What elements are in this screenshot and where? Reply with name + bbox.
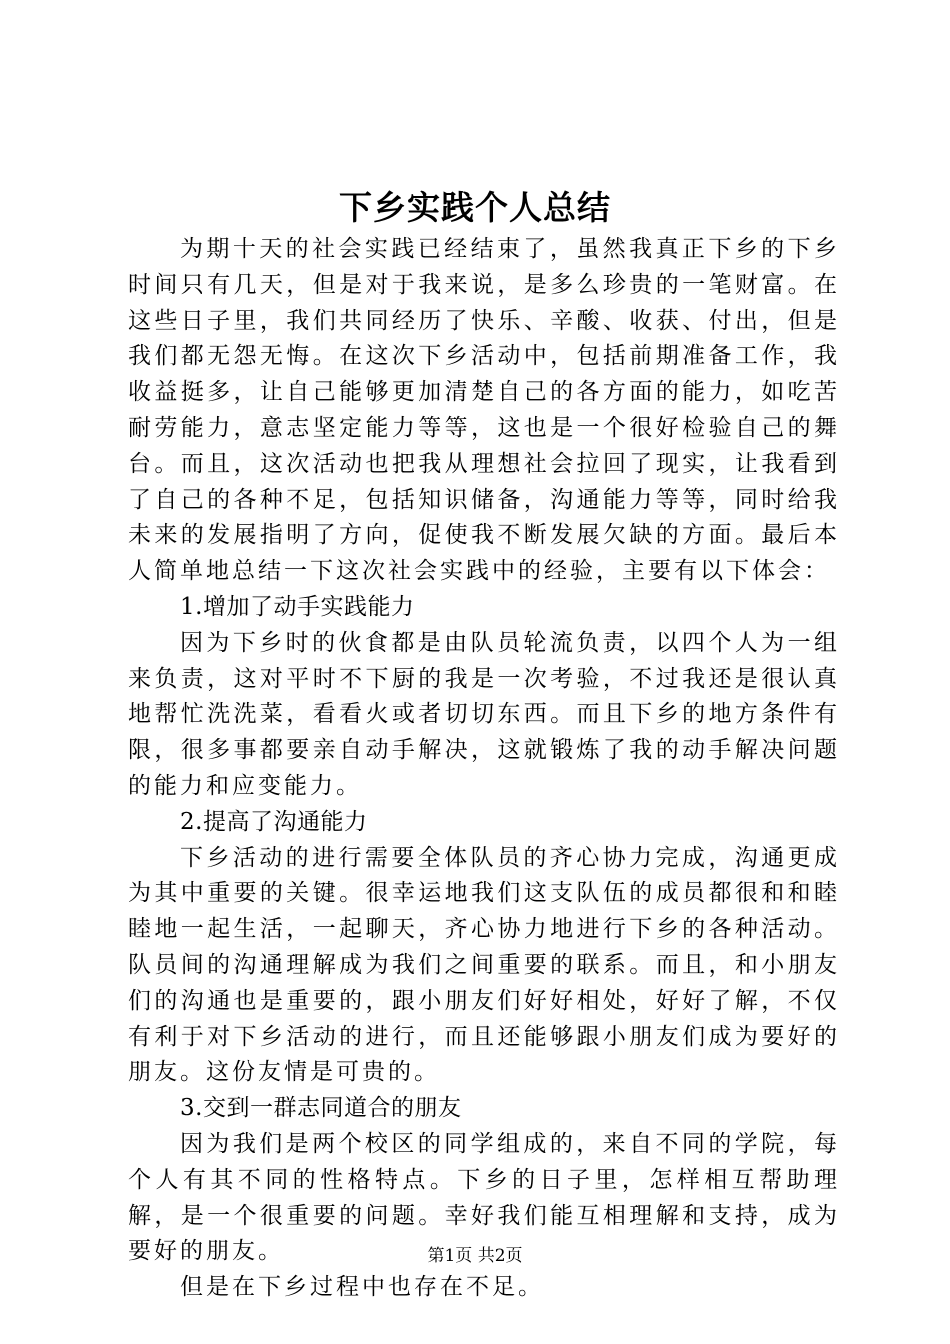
paragraph-section-3: 因为我们是两个校区的同学组成的，来自不同的学院，每个人有其不同的性格特点。下乡的日子里，怎样相互帮助理解，是一个很重要的问题。幸好我们能互相理解和支持，成为要好的朋友。: [128, 1130, 840, 1265]
page-title: 下乡实践个人总结: [339, 188, 611, 227]
paragraph-closing: 但是在下乡过程中也存在不足。: [180, 1274, 544, 1301]
page-number-footer: 第1页 共2页: [427, 1246, 523, 1266]
document-body: [128, 232, 840, 1306]
section-heading-1: 1.增加了动手实践能力: [180, 593, 415, 620]
paragraph-section-1: 因为下乡时的伙食都是由队员轮流负责，以四个人为一组来负责，这对平时不下厨的我是一次考验，不过我还是很认真地帮忙洗洗菜，看看火或者切切东西。而且下乡的地方条件有限，很多事都要亲自动手解决，这就锻炼了我的动手解决问题的能力和应变能力。: [128, 629, 840, 799]
paragraph-intro: 为期十天的社会实践已经结束了，虽然我真正下乡的下乡时间只有几天，但是对于我来说，是多么珍贵的一笔财富。在这些日子里，我们共同经历了快乐、辛酸、收获、付出，但是我们都无怨无悔。在这次下乡活动中，包括前期准备工作，我收益挺多，让自己能够更加清楚自己的各方面的能力，如吃苦耐劳能力，意志坚定能力等等，这也是一个很好检验自己的舞台。而且，这次活动也把我从理想社会拉回了现实，让我看到了自己的各种不足，包括知识储备，沟通能力等等，同时给我未来的发展指明了方向，促使我不断发展欠缺的方面。最后本人简单地总结一下这次社会实践中的经验，主要有以下体会：: [128, 236, 840, 585]
section-heading-2: 2.提高了沟通能力: [180, 808, 368, 835]
paragraph-section-2: 下乡活动的进行需要全体队员的齐心协力完成，沟通更成为其中重要的关键。很幸运地我们这支队伍的成员都很和和睦睦地一起生活，一起聊天，齐心协力地进行下乡的各种活动。队员间的沟通理解成为我们之间重要的联系。而且，和小朋友们的沟通也是重要的，跟小朋友们好好相处，好好了解，不仅有利于对下乡活动的进行，而且还能够跟小朋友们成为要好的朋友。这份友情是可贵的。: [128, 844, 840, 1086]
section-heading-3: 3.交到一群志同道合的朋友: [180, 1095, 462, 1122]
